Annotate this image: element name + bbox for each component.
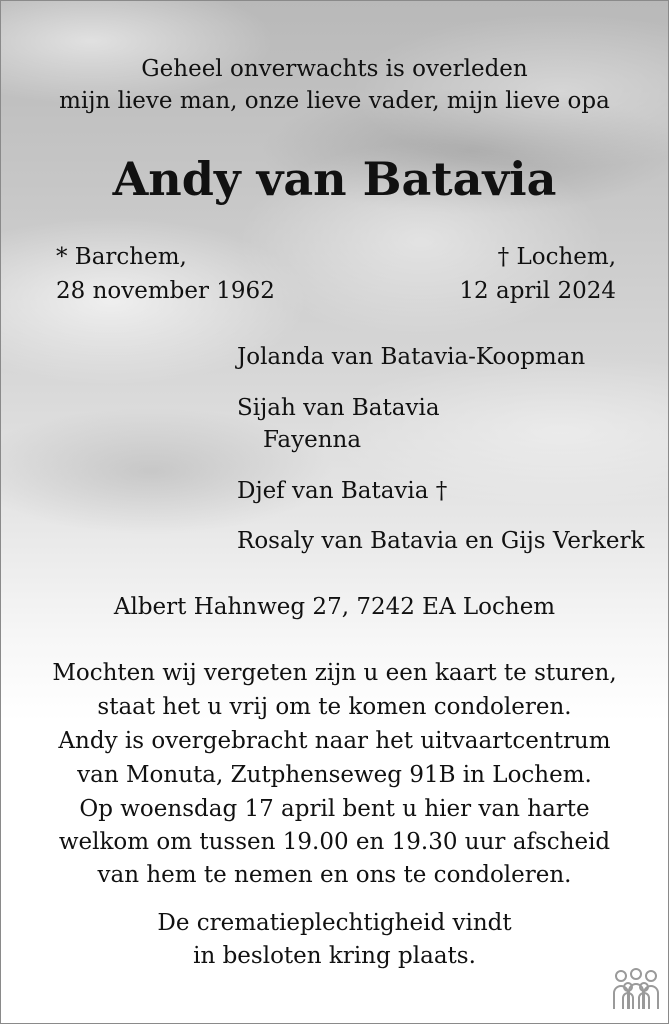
- death-date: 12 april 2024: [459, 278, 616, 304]
- message-line: Op woensdag 17 april bent u hier van harte: [79, 796, 590, 822]
- address: Albert Hahnweg 27, 7242 EA Lochem: [113, 594, 556, 620]
- family-member-4: Rosaly van Batavia en Gijs Verkerk: [237, 528, 645, 554]
- family-people-icon: [611, 967, 661, 1011]
- message-line: staat het u vrij om te komen condoleren.: [97, 694, 572, 720]
- message-line: van Monuta, Zutphenseweg 91B in Lochem.: [77, 762, 592, 788]
- message-line: Andy is overgebracht naar het uitvaartcentrum: [58, 728, 611, 754]
- family-member-1: Jolanda van Batavia-Koopman: [237, 344, 586, 370]
- deceased-name: Andy van Batavia: [112, 152, 557, 206]
- message-line: Mochten wij vergeten zijn u een kaart te sturen,: [52, 660, 617, 686]
- intro-line-1: Geheel onverwachts is overleden: [141, 56, 528, 82]
- family-member-2-partner: Fayenna: [263, 427, 362, 453]
- closing-line: in besloten kring plaats.: [193, 943, 476, 969]
- family-member-3: Djef van Batavia †: [237, 478, 448, 504]
- birth-place: * Barchem,: [56, 244, 187, 270]
- message-line: welkom om tussen 19.00 en 19.30 uur afscheid: [58, 829, 611, 855]
- family-member-2: Sijah van Batavia: [237, 395, 440, 421]
- death-place: † Lochem,: [497, 244, 616, 270]
- birth-date: 28 november 1962: [56, 278, 275, 304]
- closing-line: De crematieplechtigheid vindt: [157, 910, 512, 936]
- message-line: van hem te nemen en ons te condoleren.: [97, 862, 572, 888]
- intro-line-2: mijn lieve man, onze lieve vader, mijn lieve opa: [59, 88, 610, 114]
